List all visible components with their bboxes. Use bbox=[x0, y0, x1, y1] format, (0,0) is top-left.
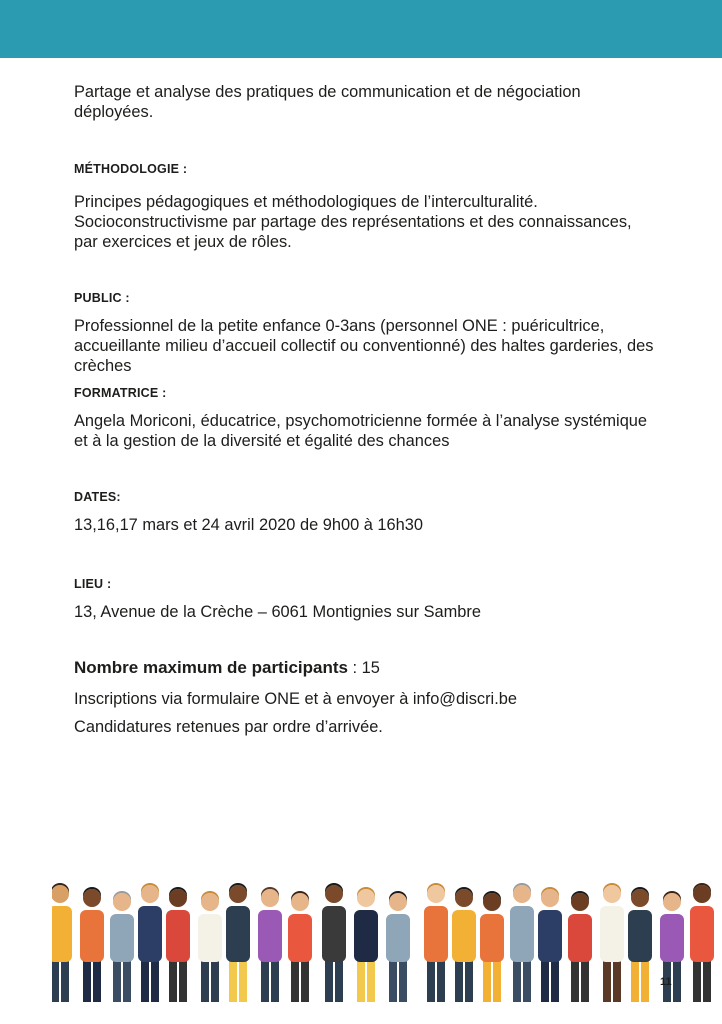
person-leg bbox=[389, 956, 397, 1002]
person-leg bbox=[603, 956, 611, 1002]
person-torso bbox=[288, 914, 312, 962]
person-head bbox=[291, 893, 309, 911]
person-head bbox=[389, 893, 407, 911]
person-leg bbox=[571, 956, 579, 1002]
person-head bbox=[631, 889, 649, 907]
person-leg bbox=[581, 956, 589, 1002]
person-leg bbox=[703, 956, 711, 1002]
person-head bbox=[357, 889, 375, 907]
person-leg bbox=[211, 956, 219, 1002]
person-leg bbox=[551, 956, 559, 1002]
person-head bbox=[603, 885, 621, 903]
page-number: 11 bbox=[660, 976, 672, 988]
participants-label: Nombre maximum de participants bbox=[74, 658, 348, 677]
person-head bbox=[513, 885, 531, 903]
person-leg bbox=[523, 956, 531, 1002]
person-leg bbox=[141, 956, 149, 1002]
person-leg bbox=[437, 956, 445, 1002]
person-leg bbox=[123, 956, 131, 1002]
intro-text: Partage et analyse des pratiques de communication et de négociation déployées. bbox=[74, 83, 581, 121]
person-leg bbox=[239, 956, 247, 1002]
lieu-text: 13, Avenue de la Crèche – 6061 Montignies sur Sambre bbox=[74, 603, 481, 621]
person-torso bbox=[568, 914, 592, 962]
person-torso bbox=[354, 910, 378, 962]
person-leg bbox=[673, 956, 681, 1002]
person-leg bbox=[301, 956, 309, 1002]
person-head bbox=[541, 889, 559, 907]
person-head bbox=[325, 885, 343, 903]
person-torso bbox=[322, 906, 346, 962]
person-head bbox=[571, 893, 589, 911]
person-leg bbox=[113, 956, 121, 1002]
public-heading: PUBLIC : bbox=[74, 291, 130, 305]
person-head bbox=[113, 893, 131, 911]
lieu-heading: LIEU : bbox=[74, 577, 112, 591]
person-leg bbox=[291, 956, 299, 1002]
person-head bbox=[427, 885, 445, 903]
methodologie-heading: MÉTHODOLOGIE : bbox=[74, 162, 188, 176]
person-leg bbox=[483, 956, 491, 1002]
header-bar bbox=[0, 0, 722, 58]
participants-value: : 15 bbox=[347, 659, 380, 677]
person-leg bbox=[179, 956, 187, 1002]
person-leg bbox=[357, 956, 365, 1002]
person-torso bbox=[660, 914, 684, 962]
formatrice-text: Angela Moriconi, éducatrice, psychomotricienne formée à l’analyse systémique et à la gestion de la diversité et égalité des chances bbox=[74, 412, 648, 450]
person-leg bbox=[83, 956, 91, 1002]
person-leg bbox=[427, 956, 435, 1002]
person-torso bbox=[80, 910, 104, 962]
person-leg bbox=[335, 956, 343, 1002]
person-leg bbox=[613, 956, 621, 1002]
person-leg bbox=[465, 956, 473, 1002]
person-head bbox=[201, 893, 219, 911]
person-head bbox=[141, 885, 159, 903]
person-torso bbox=[138, 906, 162, 962]
person-head bbox=[261, 889, 279, 907]
participants-line bbox=[74, 658, 654, 678]
person-leg bbox=[693, 956, 701, 1002]
person-leg bbox=[325, 956, 333, 1002]
person-torso bbox=[538, 910, 562, 962]
person-head bbox=[169, 889, 187, 907]
person-leg bbox=[151, 956, 159, 1002]
methodologie-text: Principes pédagogiques et méthodologiques de l’interculturalité. Socioconstructivisme par partage des représentations et des connaissances, par exercices et jeux de rôles. bbox=[74, 193, 632, 251]
crowd-illustration bbox=[52, 866, 722, 1002]
person-leg bbox=[52, 956, 59, 1002]
public-text: Professionnel de la petite enfance 0-3ans (personnel ONE : puéricultrice, accueillante milieu d’accueil collectif ou conventionné) des haltes garderies, des crèches bbox=[74, 317, 654, 375]
dates-heading: DATES: bbox=[74, 490, 121, 504]
person-torso bbox=[600, 906, 624, 962]
person-head bbox=[455, 889, 473, 907]
candidatures-text: Candidatures retenues par ordre d’arrivée. bbox=[74, 718, 383, 736]
person-leg bbox=[261, 956, 269, 1002]
person-leg bbox=[271, 956, 279, 1002]
person-head bbox=[229, 885, 247, 903]
person-torso bbox=[452, 910, 476, 962]
person-leg bbox=[93, 956, 101, 1002]
person-leg bbox=[169, 956, 177, 1002]
person-leg bbox=[229, 956, 237, 1002]
person-leg bbox=[641, 956, 649, 1002]
person-head bbox=[483, 893, 501, 911]
person-head bbox=[83, 889, 101, 907]
person-torso bbox=[480, 914, 504, 962]
person-leg bbox=[455, 956, 463, 1002]
person-torso bbox=[690, 906, 714, 962]
person-leg bbox=[493, 956, 501, 1002]
person-torso bbox=[510, 906, 534, 962]
person-torso bbox=[386, 914, 410, 962]
person-leg bbox=[399, 956, 407, 1002]
person-torso bbox=[628, 910, 652, 962]
person-leg bbox=[541, 956, 549, 1002]
person-leg bbox=[631, 956, 639, 1002]
person-leg bbox=[61, 956, 69, 1002]
person-torso bbox=[226, 906, 250, 962]
person-head bbox=[663, 893, 681, 911]
person-torso bbox=[52, 906, 72, 962]
inscriptions-text: Inscriptions via formulaire ONE et à envoyer à info@discri.be bbox=[74, 690, 517, 708]
person-leg bbox=[201, 956, 209, 1002]
dates-text: 13,16,17 mars et 24 avril 2020 de 9h00 à 16h30 bbox=[74, 516, 424, 534]
person-torso bbox=[110, 914, 134, 962]
person-torso bbox=[424, 906, 448, 962]
person-torso bbox=[198, 914, 222, 962]
person-torso bbox=[166, 910, 190, 962]
person-leg bbox=[513, 956, 521, 1002]
person-head bbox=[693, 885, 711, 903]
person-leg bbox=[367, 956, 375, 1002]
person-torso bbox=[258, 910, 282, 962]
formatrice-heading: FORMATRICE : bbox=[74, 386, 167, 400]
